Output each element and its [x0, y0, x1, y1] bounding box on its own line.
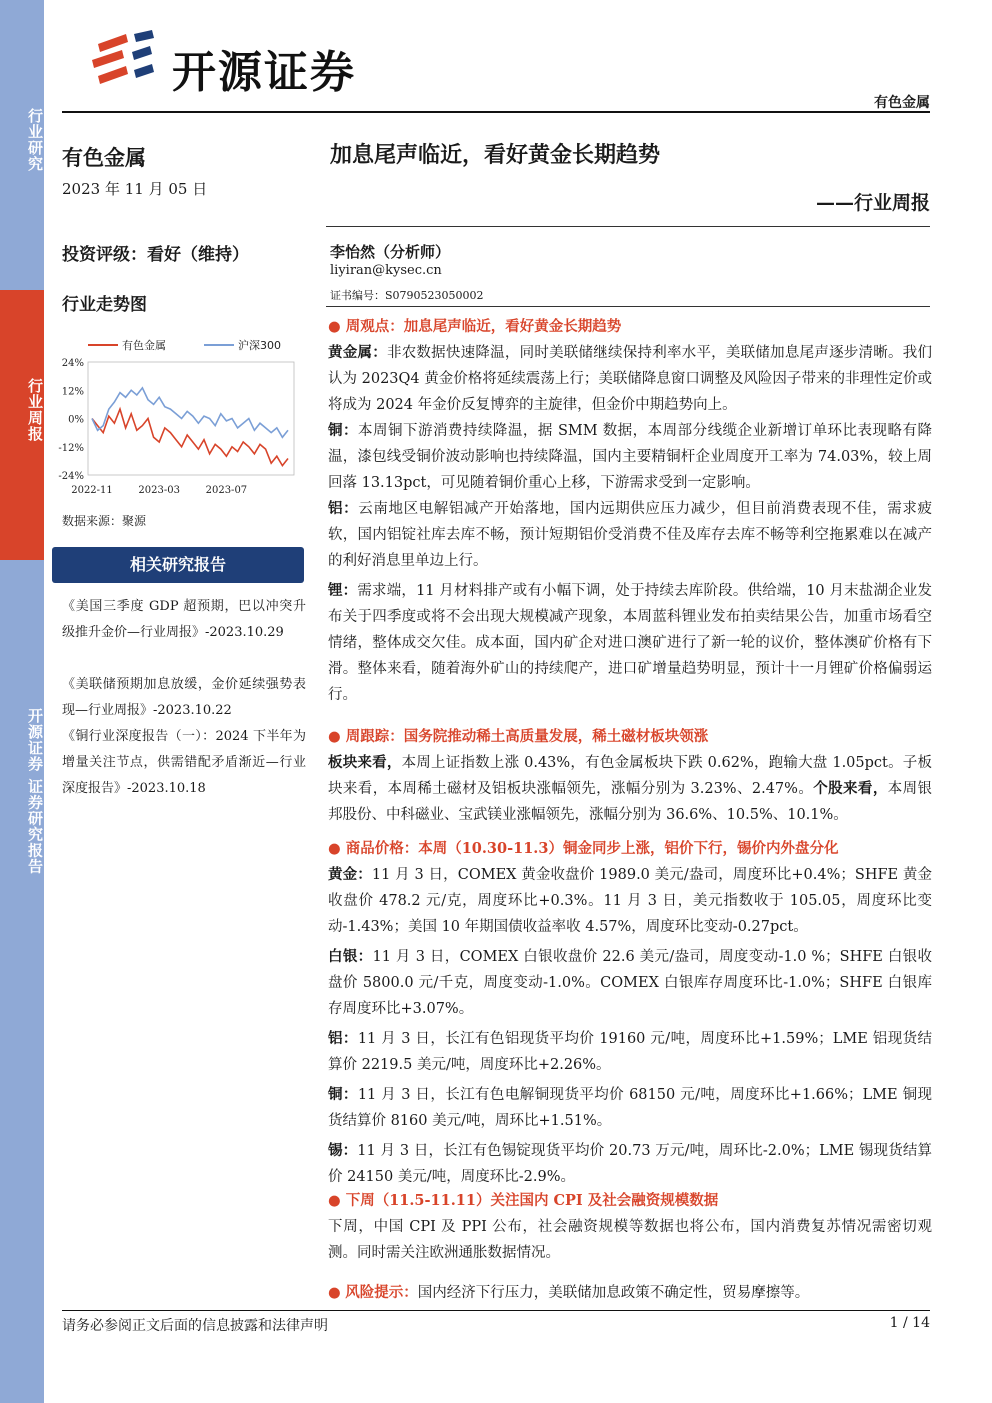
left-sector-title: 有色金属	[62, 145, 146, 170]
text-risk: 国内经济下行压力，美联储加息政策不确定性，贸易摩擦等。	[417, 1285, 810, 1301]
related-report-2[interactable]: 《美联储预期加息放缓，金价延续强势表现—行业周报》-2023.10.22	[62, 677, 306, 718]
chart-y-ticks	[58, 358, 84, 482]
x-tick-label: 2022-11	[71, 485, 113, 496]
y-tick-label: -12%	[58, 442, 84, 454]
para-board	[328, 750, 932, 828]
legend-label-1: 沪深300	[238, 339, 281, 352]
series-line-0	[92, 409, 288, 466]
text-silver: 11 月 3 日，COMEX 白银收盘价 22.6 美元/盎司，周度变动-1.0 %；SHFE 白银收盘价 5800.0 元/千克，周度变动-1.0%。COMEX 白银库存周度环比-1.0%；SHFE 白银库存周度环比+3.07%。	[328, 949, 933, 1017]
bullet-dot-icon: ●	[328, 728, 346, 745]
section-4-title: 下周（11.5-11.11）关注国内 CPI 及社会融资规模数据	[345, 1192, 719, 1209]
text-tin-price: 11 月 3 日，长江有色锡锭现货平均价 20.73 万元/吨，周环比-2.0%；LME 锡现货结算价 24150 美元/吨，周度环比-2.9%。	[328, 1143, 932, 1185]
section-risk	[328, 1280, 932, 1306]
chart-legend	[88, 338, 281, 352]
sidebar-band-bottom	[0, 560, 44, 1403]
section-2-heading	[328, 724, 932, 750]
text-cu-price: 11 月 3 日，长江有色电解铜现货平均价 68150 元/吨，周度环比+1.66%；LME 铜现货结算价 8160 美元/吨，周环比+1.51%。	[328, 1087, 932, 1129]
label-tin-price: 锡：	[328, 1142, 358, 1159]
analyst-name: 李怡然（分析师）	[330, 243, 451, 261]
text-gold: 11 月 3 日，COMEX 黄金收盘价 1989.0 美元/盎司，周度环比+0.4%；SHFE 黄金收盘价 478.2 元/克，周度环比+0.3%。11 月 3 日，美元指数收于 105.05，周度环比变动-1.43%；美国 10 年期国债收益率收 4.57%，周度环比变动-0.27pct。	[328, 867, 933, 935]
sidebar-label-bottom: 开源证券 证券研究报告	[26, 708, 44, 875]
label-al-price: 铝：	[328, 1030, 358, 1047]
para-next-week: 下周，中国 CPI 及 PPI 公布，社会融资规模等数据也将公布，国内消费复苏情况需密切观测。同时需关注欧洲通胀数据情况。	[328, 1219, 932, 1261]
section-weekly-tracking	[328, 724, 932, 828]
trend-chart-svg	[52, 330, 302, 505]
title-divider	[326, 226, 930, 227]
bullet-dot-icon: ●	[328, 318, 346, 335]
chart-grid	[88, 362, 294, 475]
section-1-heading	[328, 314, 932, 340]
bullet-dot-icon: ●	[328, 1192, 346, 1209]
sidebar-label-mid: 行业周报	[26, 378, 44, 442]
legend-label-0: 有色金属	[122, 339, 166, 352]
para-aluminum	[328, 496, 932, 574]
section-3-title: 商品价格：本周（10.30-11.3）铜金同步上涨，铝价下行，锡价内外盘分化	[345, 840, 839, 857]
company-logo-text: 开源证券	[172, 47, 356, 98]
text-aluminum: 云南地区电解铝减产开始落地，国内远期供应压力减少，但目前消费表现不佳，需求疲软，国内铝锭社库去库不畅，预计短期铝价受消费不佳及库存去库不畅等利空拖累难以在减产的利好消息里单边上行。	[328, 501, 933, 569]
text-lithium: 需求端，11 月材料排产或有小幅下调，处于持续去库阶段。供给端，10 月末盐湖企业发布关于四季度或将不会出现大规模减产现象，本周蓝科锂业发布拍卖结果公告，加重市场看空情绪，整体成交欠佳。成本面，国内矿企对进口澳矿进行了新一轮的议价，整体澳矿价格有下滑。整体来看，随着海外矿山的持续爬产，进口矿增量趋势明显，预计十一月锂矿价格偏弱运行。	[328, 583, 932, 703]
sidebar-label-top: 行业研究	[26, 108, 44, 172]
section-weekly-view	[328, 314, 932, 708]
footer-disclaimer[interactable]: 请务必参阅正文后面的信息披露和法律声明	[62, 1318, 328, 1334]
para-precious-metals	[328, 340, 932, 418]
label-silver: 白银：	[328, 948, 373, 965]
label-stock: 个股来看，	[813, 780, 888, 797]
related-reports-button[interactable]: 相关研究报告	[52, 547, 304, 583]
label-precious: 黄金属：	[328, 344, 387, 361]
y-tick-label: 24%	[61, 358, 84, 369]
text-stock: 本周银邦股份、中科磁业、宝武镁业涨幅领先，涨幅分别为 36.6%、10.5%、10.1%。	[328, 781, 933, 823]
section-4-heading	[328, 1188, 932, 1214]
trend-chart	[52, 330, 302, 505]
section-next-week	[328, 1188, 932, 1266]
para-copper	[328, 418, 932, 496]
label-lithium: 锂：	[328, 582, 358, 599]
x-tick-label: 2023-03	[138, 485, 180, 496]
chart-x-ticks	[71, 485, 247, 496]
x-tick-label: 2023-07	[205, 485, 248, 496]
footer-divider	[62, 1310, 930, 1311]
para-copper-price	[328, 1082, 932, 1134]
label-aluminum: 铝：	[328, 500, 359, 517]
para-aluminum-price	[328, 1026, 932, 1078]
text-al-price: 11 月 3 日，长江有色铝现货平均价 19160 元/吨，周度环比+1.59%；LME 铝现货结算价 2219.5 美元/吨，周度环比+2.26%。	[328, 1031, 932, 1073]
related-report-3[interactable]: 《铜行业深度报告（一）：2024 下半年为增量关注节点，供需错配矛盾渐近—行业深度报告》-2023.10.18	[62, 729, 306, 796]
investment-rating: 投资评级：看好（维持）	[62, 245, 249, 265]
bullet-dot-icon: ●	[328, 1285, 346, 1301]
para-gold-price	[328, 862, 932, 940]
trend-chart-title: 行业走势图	[62, 295, 147, 315]
page-number: 1 / 14	[889, 1315, 930, 1331]
section-5-title: 风险提示：	[345, 1284, 418, 1301]
header-sector-tag: 有色金属	[874, 95, 930, 111]
section-2-title: 周跟踪：国务院推动稀土高质量发展，稀土磁材板块领涨	[345, 728, 709, 745]
related-report-1[interactable]: 《美国三季度 GDP 超预期，巴以冲突升级推升金价—行业周报》-2023.10.29	[62, 599, 306, 640]
analyst-email[interactable]: liyiran@kysec.cn	[330, 263, 442, 278]
header-divider	[62, 111, 930, 113]
label-cu-price: 铜：	[328, 1086, 358, 1103]
analyst-divider	[326, 306, 930, 307]
section-commodity-prices	[328, 836, 932, 1190]
report-title: 加息尾声临近，看好黄金长期趋势	[330, 142, 661, 168]
text-precious: 非农数据快速降温，同时美联储继续保持利率水平，美联储加息尾声逐步清晰。我们认为 2023Q4 黄金价格将延续震荡上行；美联储降息窗口调整及风险因子带来的非理性定价或将成为 2024 年金价反复博弈的主旋律，但金价中期趋势向上。	[328, 345, 932, 413]
para-silver-price	[328, 944, 932, 1022]
text-board: 本周上证指数上涨 0.43%，有色金属板块下跌 0.62%，跑输大盘 1.05pct。子板块来看，本周稀土磁材及铝板块涨幅领先，涨幅分别为 3.23%、2.47%。	[328, 755, 932, 797]
analyst-cert: 证书编号：S0790523050002	[330, 289, 484, 302]
label-board: 板块来看，	[328, 754, 402, 771]
company-logo-icon	[88, 30, 158, 94]
y-tick-label: 0%	[68, 414, 84, 426]
report-subtitle: ——行业周报	[815, 192, 930, 214]
label-copper: 铜：	[328, 422, 358, 439]
chart-lines	[92, 388, 288, 466]
para-risk	[328, 1280, 932, 1306]
label-gold: 黄金：	[328, 866, 372, 883]
para-tin-price	[328, 1138, 932, 1190]
plot-frame	[88, 362, 294, 475]
section-3-heading	[328, 836, 932, 862]
bullet-dot-icon: ●	[328, 840, 346, 857]
section-1-title: 周观点：加息尾声临近，看好黄金长期趋势	[345, 318, 622, 335]
data-source: 数据来源：聚源	[62, 514, 147, 528]
report-date: 2023 年 11 月 05 日	[62, 180, 208, 198]
y-tick-label: 12%	[61, 386, 84, 398]
para-lithium	[328, 578, 932, 708]
text-copper: 本周铜下游消费持续降温，据 SMM 数据，本周部分线缆企业新增订单环比表现略有降温，漆包线受铜价波动影响也持续降温，国内主要精铜杆企业周度开工率为 74.03%，较上周回落 13.13pct，可见随着铜价重心上移，下游需求受到一定影响。	[328, 423, 933, 491]
y-tick-label: -24%	[58, 471, 84, 482]
